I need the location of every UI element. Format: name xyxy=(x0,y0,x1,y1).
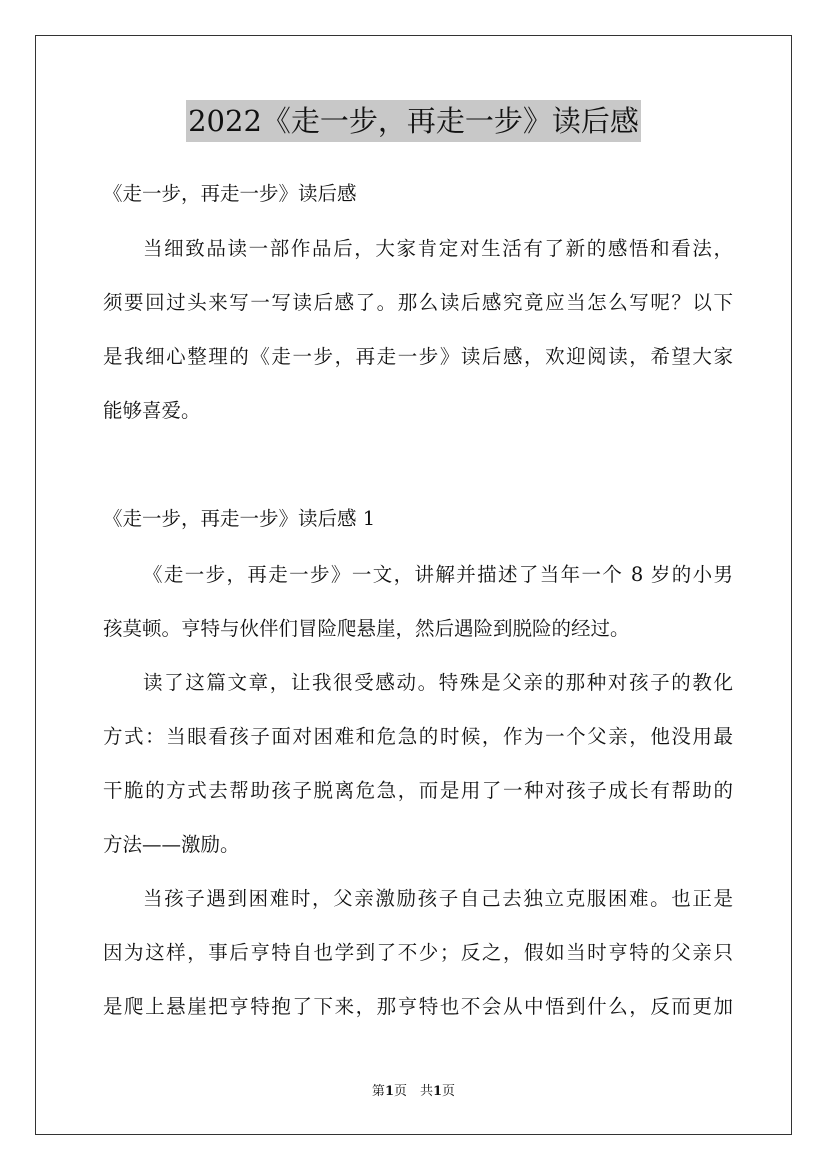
para2-line-4: 方法——激励。 xyxy=(103,833,240,856)
footer-mid: 页 共 xyxy=(393,1084,433,1099)
page-footer xyxy=(0,1083,827,1101)
para2-line-2: 方式：当眼看孩子面对困难和危急的时候，作为一个父亲，他没用最 xyxy=(103,725,733,748)
para1-line-2: 孩莫顿。亨特与伙伴们冒险爬悬崖，然后遇险到脱险的经过。 xyxy=(103,617,630,640)
intro-line-3: 是我细心整理的《走一步，再走一步》读后感，欢迎阅读，希望大家 xyxy=(103,345,733,368)
footer-prefix: 第 xyxy=(371,1084,385,1099)
subtitle: 《走一步，再走一步》读后感 xyxy=(103,182,357,205)
para3-line-1: 当孩子遇到困难时，父亲激励孩子自己去独立克服困难。也正是 xyxy=(143,887,733,910)
para2-line-1: 读了这篇文章，让我很受感动。特殊是父亲的那种对孩子的教化 xyxy=(143,671,733,694)
title-container xyxy=(0,100,827,142)
footer-total-pages: 1 xyxy=(433,1084,443,1099)
para1-line-1: 《走一步，再走一步》一文，讲解并描述了当年一个 8 岁的小男 xyxy=(143,563,733,586)
intro-line-4: 能够喜爱。 xyxy=(103,399,201,422)
intro-line-1: 当细致品读一部作品后，大家肯定对生活有了新的感悟和看法， xyxy=(143,237,733,260)
footer-current-page: 1 xyxy=(384,1084,394,1099)
section-heading: 《走一步，再走一步》读后感 1 xyxy=(103,507,376,530)
intro-line-2: 须要回过头来写一写读后感了。那么读后感究竟应当怎么写呢？以下 xyxy=(103,291,733,314)
document-title: 2022《走一步，再走一步》读后感 xyxy=(186,100,641,142)
footer-suffix: 页 xyxy=(442,1084,456,1099)
para3-line-3: 是爬上悬崖把亨特抱了下来，那亨特也不会从中悟到什么，反而更加 xyxy=(103,995,733,1018)
para3-line-2: 因为这样，事后亨特自也学到了不少；反之，假如当时亨特的父亲只 xyxy=(103,941,733,964)
para2-line-3: 干脆的方式去帮助孩子脱离危急，而是用了一种对孩子成长有帮助的 xyxy=(103,779,733,802)
